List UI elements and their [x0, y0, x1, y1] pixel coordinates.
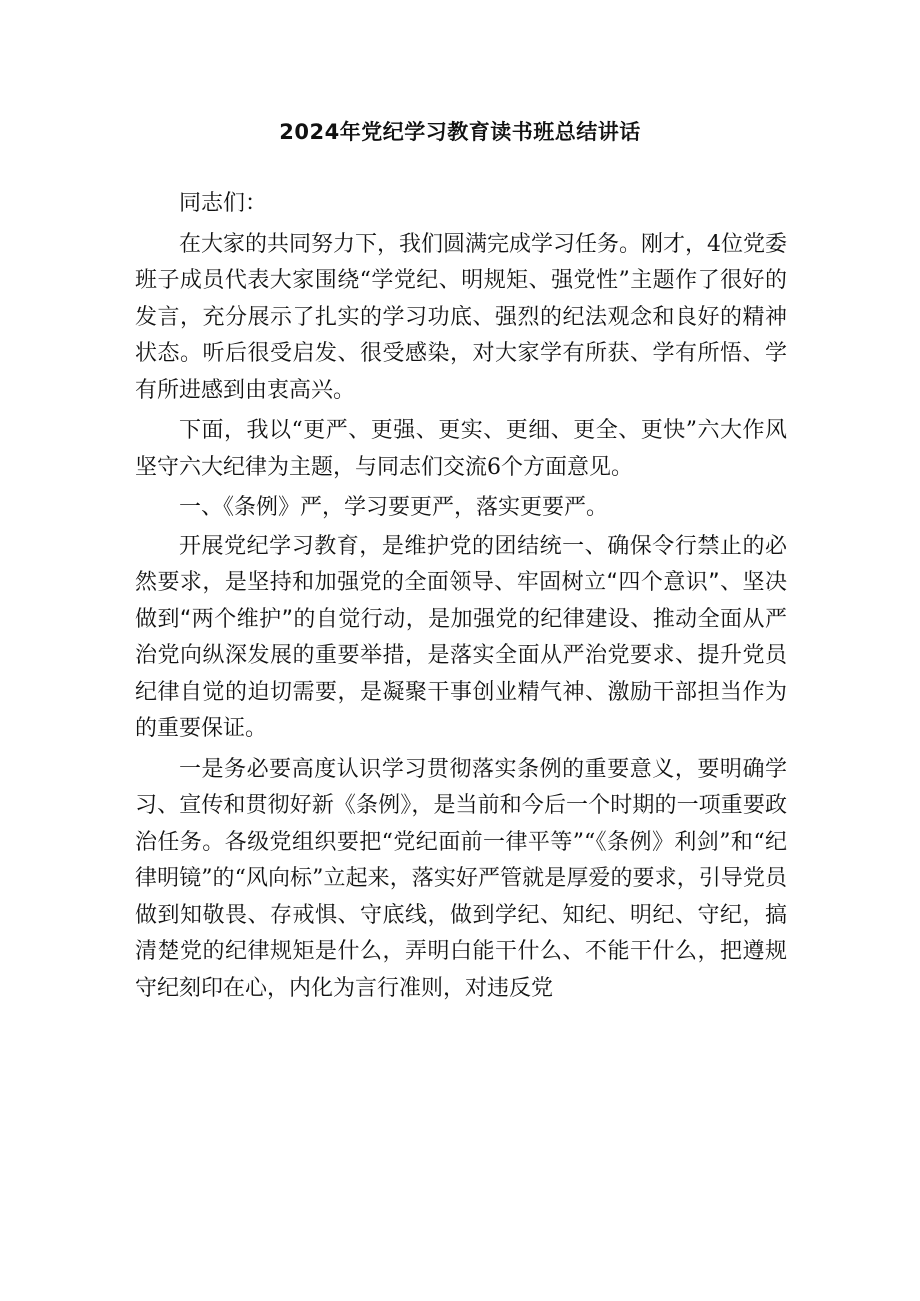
paragraph-topic: 下面，我以“更严、更强、更实、更细、更全、更快”六大作风坚守六大纪律为主题，与同志们交流6个方面意见。 [135, 418, 787, 480]
document-body [135, 186, 787, 1011]
salutation: 同志们： [179, 191, 268, 216]
section-paragraph: 开展党纪学习教育，是维护党的团结统一、确保令行禁止的必然要求，是坚持和加强党的全面领导、牢固树立“四个意识”、坚决做到“两个维护”的自觉行动，是加强党的纪律建设、推动全面从严治党向纵深发展的重要举措，是落实全面从严治党要求、提升党员纪律自觉的迫切需要，是凝聚干事创业精气神、激励干部担当作为的重要保证。 [135, 533, 787, 741]
section-heading: 一、《条例》严，学习要更严，落实更要严。 [179, 495, 609, 520]
document-title: 2024年党纪学习教育读书班总结讲话 [279, 120, 641, 144]
point-paragraph: 一是务必要高度认识学习贯彻落实条例的重要意义，要明确学习、宣传和贯彻好新《条例》，是当前和今后一个时期的一项重要政治任务。各级党组织要把“党纪面前一律平等”“《条例》利剑”和“纪律明镜”的“风向标”立起来，落实好严管就是厚爱的要求，引导党员做到知敬畏、存戒惧、守底线，做到学纪、知纪、明纪、守纪，搞清楚党的纪律规矩是什么，弄明白能干什么、不能干什么，把遵规守纪刻印在心，内化为言行准则，对违反党 [135, 756, 787, 1001]
paragraph-opening: 在大家的共同努力下，我们圆满完成学习任务。刚才，4位党委班子成员代表大家围绕“学党纪、明规矩、强党性”主题作了很好的发言，充分展示了扎实的学习功底、强烈的纪法观念和良好的精神状态。听后很受启发、很受感染，对大家学有所获、学有所悟、学有所进感到由衷高兴。 [135, 231, 787, 403]
